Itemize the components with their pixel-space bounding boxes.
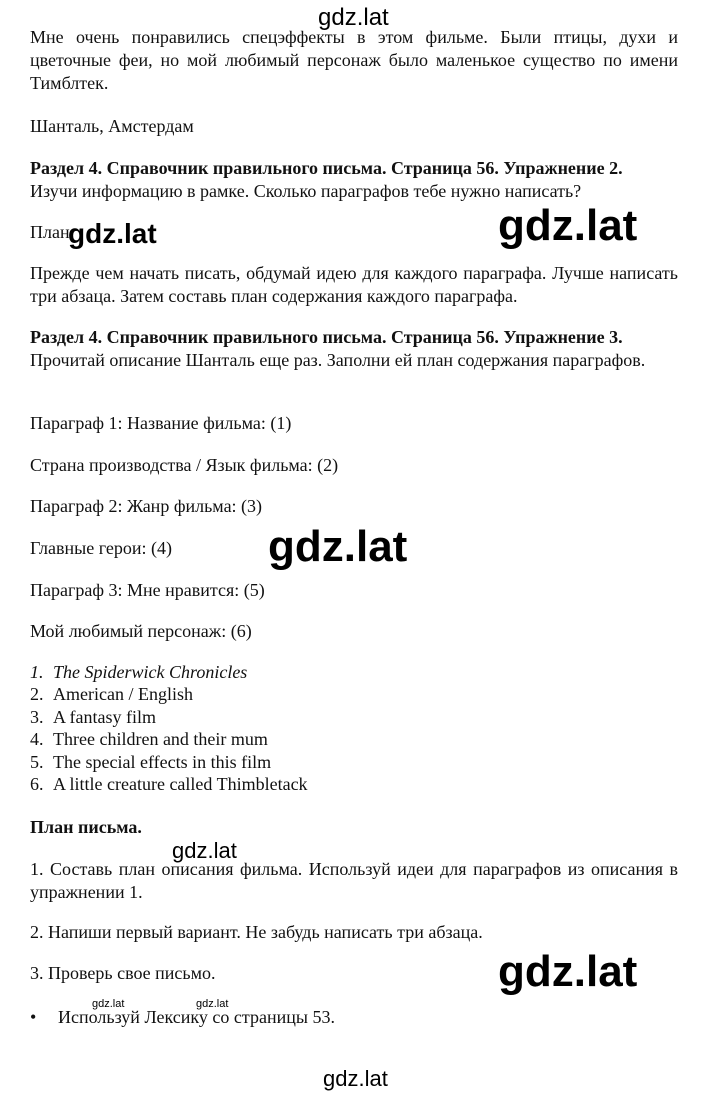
watermark-top: gdz.lat — [318, 4, 389, 31]
watermark-right-1: gdz.lat — [498, 201, 638, 250]
answer-list — [30, 661, 308, 795]
section2-heading: Раздел 4. Справочник правильного письма. Страница 56. Упражнение 2. — [30, 158, 623, 178]
watermark-mid: gdz.lat — [172, 838, 237, 863]
list-item: 6. A little creature called Thimbletack — [30, 773, 308, 794]
watermark-inline: gdz.lat — [68, 218, 157, 249]
section2-answer-label: План — [30, 222, 70, 242]
plan-line-5: Параграф 3: Мне нравится: (5) — [30, 580, 265, 600]
watermark-bottom: gdz.lat — [323, 1066, 388, 1091]
list-item: 5. The special effects in this film — [30, 751, 272, 772]
plan-line-4: Главные герои: (4) — [30, 538, 172, 558]
bullet-marker: • — [30, 1007, 37, 1027]
section2-task: Изучи информацию в рамке. Сколько параграфов тебе нужно написать? — [30, 181, 582, 201]
letter-plan-step-2: 2. Напиши первый вариант. Не забудь написать три абзаца. — [30, 922, 483, 942]
intro-paragraph: Мне очень понравились спецэффекты в этом фильме. Были птицы, духи и цветочные феи, но мой любимый персонаж было маленькое существо по имени Тимблтек. — [30, 27, 678, 93]
signature: Шанталь, Амстердам — [30, 116, 194, 136]
watermark-tiny-2: gdz.lat — [196, 998, 229, 1010]
section3-task: Прочитай описание Шанталь еще раз. Заполни ей план содержания параграфов. — [30, 350, 646, 370]
plan-line-1: Параграф 1: Название фильма: (1) — [30, 413, 292, 433]
bullet-item — [30, 1006, 335, 1029]
list-item: 3. A fantasy film — [30, 706, 156, 727]
list-item: 2. American / English — [30, 684, 193, 705]
watermark-tiny-1: gdz.lat — [92, 998, 125, 1010]
section2-answer: Прежде чем начать писать, обдумай идею для каждого параграфа. Лучше написать три абзаца. Затем составь план содержания каждого параграфа. — [30, 263, 678, 306]
watermark-right-2: gdz.lat — [498, 947, 638, 996]
letter-plan-heading: План письма. — [30, 817, 142, 837]
list-item: 4. Three children and their mum — [30, 729, 268, 750]
letter-plan-step-3: 3. Проверь свое письмо. — [30, 963, 216, 983]
section3-heading: Раздел 4. Справочник правильного письма. Страница 56. Упражнение 3. — [30, 327, 623, 347]
list-item: 1. The Spiderwick Chronicles — [30, 662, 248, 682]
letter-plan-step-1: 1. Составь план описания фильма. Используй идеи для параграфов из описания в упражнении 1. — [30, 859, 678, 902]
plan-line-6: Мой любимый персонаж: (6) — [30, 621, 252, 641]
watermark-center: gdz.lat — [268, 522, 408, 571]
plan-line-2: Страна производства / Язык фильма: (2) — [30, 455, 339, 475]
bullet-text: Используй Лексику со страницы 53. — [58, 1007, 335, 1027]
plan-line-3: Параграф 2: Жанр фильма: (3) — [30, 496, 263, 516]
